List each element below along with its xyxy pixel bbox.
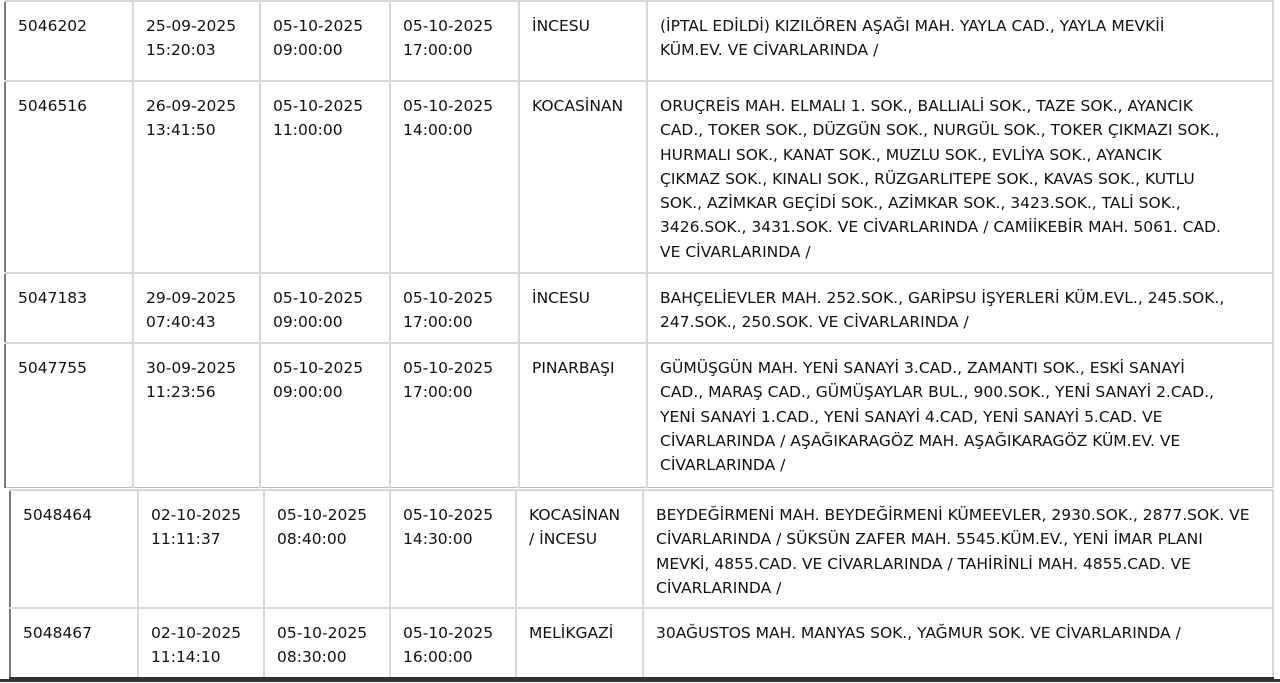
start-time: 11:00:00 xyxy=(273,121,343,140)
address-line: 247.SOK., 250.SOK. VE CİVARLARINDA / xyxy=(660,313,969,332)
end-date: 05-10-2025 xyxy=(403,97,494,115)
address-cell xyxy=(643,608,1273,678)
address-cell xyxy=(647,273,1273,343)
outage-id: 5047755 xyxy=(18,359,88,377)
start-cell xyxy=(260,343,390,487)
end-date: 05-10-2025 xyxy=(403,624,494,642)
created-time: 15:20:03 xyxy=(146,41,216,60)
end-cell xyxy=(390,343,519,487)
table-row xyxy=(10,608,1273,678)
address-cell xyxy=(647,1,1273,81)
created-cell xyxy=(138,490,264,608)
created-time: 11:14:10 xyxy=(151,648,221,667)
end-time: 17:00:00 xyxy=(403,313,473,332)
address-line: MEVKİ, 4855.CAD. VE CİVARLARINDA / TAHİRİNLİ MAH. 4855.CAD. VE xyxy=(656,554,1191,573)
outage-table-top-body xyxy=(5,1,1273,487)
district-name: İNCESU xyxy=(532,17,590,35)
end-time: 14:30:00 xyxy=(403,530,473,549)
address-line: VE CİVARLARINDA / xyxy=(660,242,811,261)
address-line: CAD., TOKER SOK., DÜZGÜN SOK., NURGÜL SOK., TOKER ÇIKMAZI SOK., xyxy=(660,121,1220,140)
start-cell xyxy=(264,490,390,608)
created-date: 26-09-2025 xyxy=(146,97,237,115)
outage-id-cell xyxy=(10,608,138,678)
address-line: ORUÇREİS MAH. ELMALI 1. SOK., BALLIALİ SOK., TAZE SOK., AYANCIK xyxy=(660,97,1193,115)
address-line: 3426.SOK., 3431.SOK. VE CİVARLARINDA / CAMİİKEBİR MAH. 5061. CAD. xyxy=(660,218,1221,237)
outage-id-cell xyxy=(5,81,133,273)
end-date: 05-10-2025 xyxy=(403,289,494,307)
outage-id-cell xyxy=(5,1,133,81)
end-cell xyxy=(390,1,519,81)
end-cell xyxy=(390,608,516,678)
outage-id: 5046516 xyxy=(18,97,88,115)
end-time: 17:00:00 xyxy=(403,383,473,402)
created-date: 02-10-2025 xyxy=(151,624,242,642)
table-row xyxy=(5,343,1273,487)
created-date: 29-09-2025 xyxy=(146,289,237,307)
start-date: 05-10-2025 xyxy=(273,17,364,35)
address-line: 30AĞUSTOS MAH. MANYAS SOK., YAĞMUR SOK. VE CİVARLARINDA / xyxy=(656,624,1181,642)
outage-table-bottom xyxy=(9,489,1274,679)
district-name: PINARBAŞI xyxy=(532,359,615,377)
address-line: CİVARLARINDA / SÜKSÜN ZAFER MAH. 5545.KÜM.EV., YENİ İMAR PLANI xyxy=(656,530,1203,549)
outage-id: 5046202 xyxy=(18,17,88,35)
created-cell xyxy=(133,1,260,81)
start-date: 05-10-2025 xyxy=(277,624,368,642)
created-date: 25-09-2025 xyxy=(146,17,237,35)
table-bottom-border xyxy=(0,679,1280,682)
table-row xyxy=(10,490,1273,608)
outage-id-cell xyxy=(10,490,138,608)
district-name: İNCESU xyxy=(532,289,590,307)
end-cell xyxy=(390,273,519,343)
district-name: KOCASİNAN xyxy=(529,506,621,524)
district-cell xyxy=(516,490,643,608)
district-name: / İNCESU xyxy=(529,530,598,549)
address-line: HURMALI SOK., KANAT SOK., MUZLU SOK., EVLİYA SOK., AYANCIK xyxy=(660,145,1162,164)
outage-id: 5047183 xyxy=(18,289,88,307)
district-cell xyxy=(519,81,647,273)
address-cell xyxy=(647,343,1273,487)
end-cell xyxy=(390,490,516,608)
start-cell xyxy=(260,273,390,343)
start-date: 05-10-2025 xyxy=(277,506,368,524)
address-cell xyxy=(647,81,1273,273)
district-cell xyxy=(519,343,647,487)
table-row xyxy=(5,273,1273,343)
outage-id-cell xyxy=(5,343,133,487)
table-row xyxy=(5,1,1273,81)
address-line: GÜMÜŞGÜN MAH. YENİ SANAYİ 3.CAD., ZAMANTI SOK., ESKİ SANAYİ xyxy=(660,359,1185,377)
district-cell xyxy=(516,608,643,678)
created-cell xyxy=(133,81,260,273)
created-cell xyxy=(138,608,264,678)
address-line: SOK., AZİMKAR GEÇİDİ SOK., AZİMKAR SOK., 3423.SOK., TALİ SOK., xyxy=(660,194,1181,213)
end-date: 05-10-2025 xyxy=(403,17,494,35)
created-time: 07:40:43 xyxy=(146,313,216,332)
address-line: CİVARLARINDA / xyxy=(656,578,782,597)
district-name: MELİKGAZİ xyxy=(529,624,614,642)
start-date: 05-10-2025 xyxy=(273,289,364,307)
created-date: 30-09-2025 xyxy=(146,359,237,377)
start-cell xyxy=(260,81,390,273)
outage-table-bottom-body xyxy=(10,490,1273,678)
district-cell xyxy=(519,273,647,343)
end-date: 05-10-2025 xyxy=(403,506,494,524)
outage-id: 5048467 xyxy=(23,624,93,642)
address-line: (İPTAL EDİLDİ) KIZILÖREN AŞAĞI MAH. YAYLA CAD., YAYLA MEVKİİ xyxy=(660,17,1165,35)
address-line: YENİ SANAYİ 1.CAD., YENİ SANAYİ 4.CAD, YENİ SANAYİ 5.CAD. VE xyxy=(660,407,1163,426)
address-line: CİVARLARINDA / xyxy=(660,456,786,475)
address-line: BAHÇELİEVLER MAH. 252.SOK., GARİPSU İŞYERLERİ KÜM.EVL., 245.SOK., xyxy=(660,289,1225,307)
start-time: 08:40:00 xyxy=(277,530,347,549)
start-time: 09:00:00 xyxy=(273,41,343,60)
end-cell xyxy=(390,81,519,273)
district-name: KOCASİNAN xyxy=(532,97,624,115)
address-cell xyxy=(643,490,1273,608)
address-line: KÜM.EV. VE CİVARLARINDA / xyxy=(660,41,879,60)
outage-table-top xyxy=(4,0,1274,488)
address-line: CAD., MARAŞ CAD., GÜMÜŞAYLAR BUL., 900.SOK., YENİ SANAYİ 2.CAD., xyxy=(660,383,1215,402)
start-time: 08:30:00 xyxy=(277,648,347,667)
district-cell xyxy=(519,1,647,81)
outage-id-cell xyxy=(5,273,133,343)
outage-id: 5048464 xyxy=(23,506,93,524)
end-date: 05-10-2025 xyxy=(403,359,494,377)
address-line: CİVARLARINDA / AŞAĞIKARAGÖZ MAH. AŞAĞIKARAGÖZ KÜM.EV. VE xyxy=(660,431,1181,450)
table-row xyxy=(5,81,1273,273)
created-cell xyxy=(133,343,260,487)
end-time: 14:00:00 xyxy=(403,121,473,140)
start-date: 05-10-2025 xyxy=(273,97,364,115)
created-time: 11:23:56 xyxy=(146,383,216,402)
address-line: ÇIKMAZ SOK., KINALI SOK., RÜZGARLITEPE SOK., KAVAS SOK., KUTLU xyxy=(660,169,1195,188)
start-time: 09:00:00 xyxy=(273,313,343,332)
address-line: BEYDEĞİRMENİ MAH. BEYDEĞİRMENİ KÜMEEVLER, 2930.SOK., 2877.SOK. VE xyxy=(656,506,1250,524)
created-time: 13:41:50 xyxy=(146,121,216,140)
end-time: 16:00:00 xyxy=(403,648,473,667)
created-cell xyxy=(133,273,260,343)
start-cell xyxy=(260,1,390,81)
end-time: 17:00:00 xyxy=(403,41,473,60)
created-date: 02-10-2025 xyxy=(151,506,242,524)
start-date: 05-10-2025 xyxy=(273,359,364,377)
created-time: 11:11:37 xyxy=(151,530,221,549)
start-cell xyxy=(264,608,390,678)
start-time: 09:00:00 xyxy=(273,383,343,402)
